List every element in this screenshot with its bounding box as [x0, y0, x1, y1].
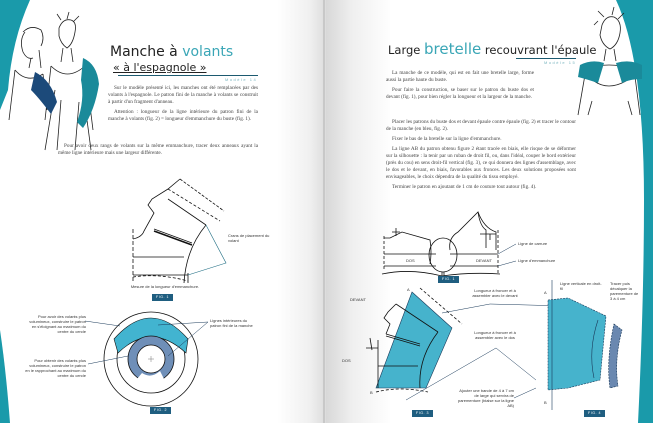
fig3-point-b: B: [370, 390, 373, 395]
paragraph: Pour avoir deux rangs de volants sur la même emmanchure, tracer deux anneaux ayant la même ligne intérieure mais une largeur différente.: [58, 143, 258, 156]
fig4-label: FIG. 4: [584, 410, 605, 417]
paragraph: Pour faire la construction, se baser sur le patron du buste dos et devant (fig. 1), pour bien régler la longueur et la largeur de la manche.: [386, 87, 534, 100]
fig3-callout-devant: Longueur à froncer et à assembler avec le devant: [472, 288, 518, 298]
fig1-dos-label: DOS: [406, 258, 415, 263]
fig2-callout-top-left: Pour avoir des volants plus volumineux, construire le patron en s'éloignant au maximum du centre du cercle: [29, 314, 86, 334]
model-label-right: Modèle 15: [544, 60, 577, 65]
title-right-part2: recouvrant l'épaule: [481, 43, 597, 57]
model-label-left: Modèle 14: [225, 77, 258, 82]
fig1-label-left: FIG. 1: [152, 294, 173, 301]
fig4-point-b: B: [544, 400, 547, 405]
fig2-callout-right: Lignes intérieures du patron fini de la manche: [210, 318, 253, 328]
paragraph: Terminer le patron en ajoutant de 1 cm de couture tout autour (fig. 4).: [392, 184, 537, 190]
right-page: [326, 0, 653, 423]
paragraph: Sur le modèle présenté ici, les manches ont été remplacées par des volants à l'espagnole. Le patron fini de la manche à volants se construit à partir d'un fragment d'anneau.: [108, 85, 258, 105]
fig2-label-left: FIG. 2: [150, 407, 171, 414]
paragraph: Fixer le bas de la bretelle sur la ligne d'emmanchure.: [392, 136, 502, 142]
title-right-accent: bretelle: [424, 40, 482, 58]
paragraph: Placer les patrons du buste dos et devant épaule contre épaule (fig. 2) et tracer le contour de la manche (en bleu, fig. 2).: [386, 119, 576, 132]
fig3-point-a: A: [407, 287, 410, 292]
fig1-caption: Mesure de la longueur d'emmanchure.: [130, 284, 200, 289]
fig4-callout-facing: Tracer puis décalquer la parementure de 3 à 4 cm: [610, 281, 639, 301]
fig3-label: FIG. 3: [412, 410, 433, 417]
fig1-devant-label: DEVANT: [476, 258, 492, 263]
fig1-ligne-carrure: Ligne de carrure: [518, 241, 548, 246]
title-left-accent: volants: [182, 44, 234, 60]
title-left-part1: Manche à: [110, 44, 183, 60]
fig1-label-right: FIG. 1: [438, 276, 459, 283]
paragraph: La manche de ce modèle, qui est en fait une bretelle large, forme aussi la partie haute du buste.: [386, 70, 534, 83]
fig1-ligne-emmanchure: Ligne d'emmanchure: [518, 258, 556, 263]
fig4-point-a: A: [544, 290, 547, 295]
fig3-callout-dos: Longueur à froncer et à assembler avec le dos: [474, 330, 516, 340]
paragraph: La ligne AB du patron obtenu figure 2 étant tracée en biais, elle risque de se déformer sur la silhouette : la tenir par un ruban de droit fil, ou, dans l'idéal, couper le bord extérieur (près du cou) en sens droit-fil vertical (fig. 3), ce qui donnera des lignes d'assemblage, avec le dos et le devant, en biais, favorables aux fronces. Les deux solutions proposées sont envisageables, le choix dépendra de la qualité du tissu employé.: [386, 146, 576, 180]
fig4-callout-vertical: Ligne verticale en droit-fil: [560, 281, 602, 291]
fig3-callout-band: Ajouter une bande de 4 à 7 cm de large qui servira de parementure (biaise sur la ligne AB): [457, 388, 514, 408]
fig1-callout-notches: Crans de placement du volant: [228, 233, 270, 243]
book-gutter: [323, 0, 325, 423]
title-right-part1: Large: [388, 43, 425, 57]
paragraph: Attention : longueur de la ligne intérieure du patron fini de la manche à volants (fig. 2) = longueur d'emmanchure du buste (fig. 1).: [108, 109, 258, 122]
fig3-devant-label: DEVANT: [350, 297, 366, 302]
left-page: [0, 0, 326, 423]
fig2-callout-bottom-left: Pour obtenir des volants plus volumineux, construire le patron en le rapprochant au maximum du centre du cercle: [25, 358, 86, 378]
fig3-dos-label: DOS: [342, 358, 351, 363]
page-subtitle-left: « à l'espagnole »: [113, 61, 207, 74]
